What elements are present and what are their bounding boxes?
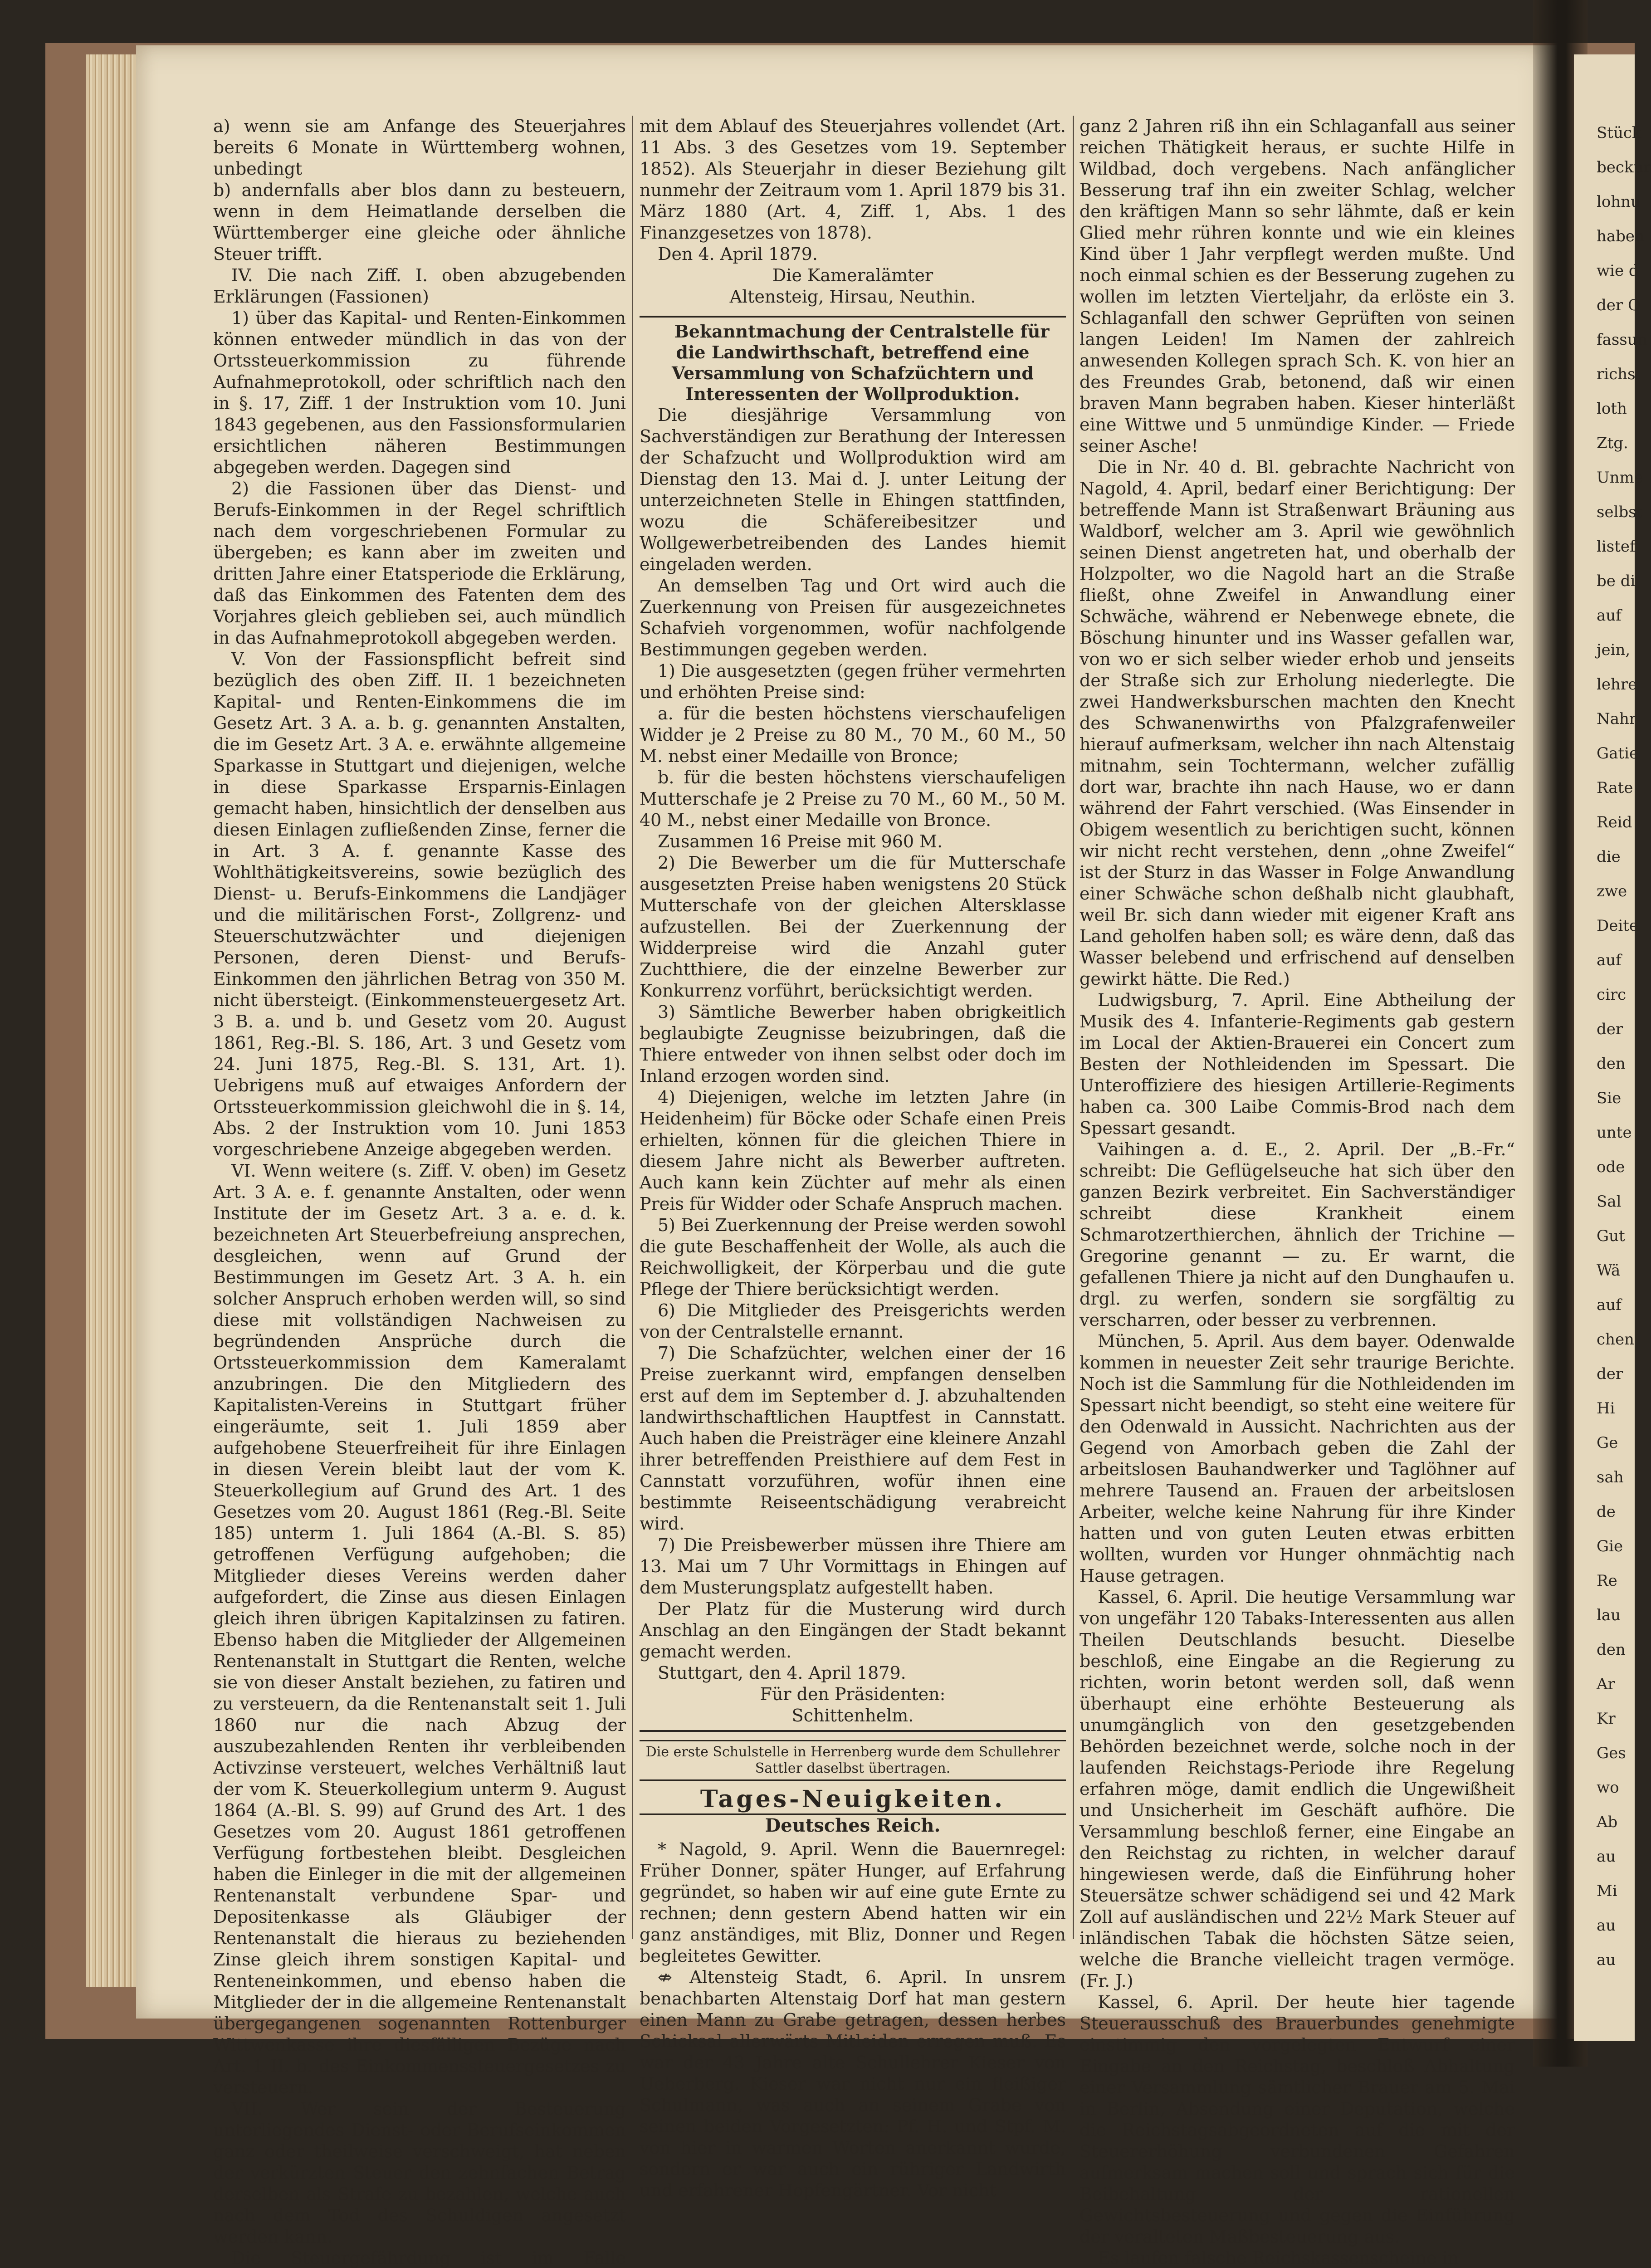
facing-page-word: Gatie: [1597, 744, 1639, 763]
facing-page-word: loth: [1597, 400, 1627, 418]
facing-page-word: Ge: [1597, 1434, 1618, 1452]
facing-page-word: Sie: [1597, 1089, 1622, 1107]
paragraph: 2) Die Bewerber um die für Mutterschafe ausgesetzten Preise haben wenigstens 20 Stück Mutterschafe von der gleichen Altersklasse aufzustellen. Bei der Zuerkennung der Widderpreise wird die Anzahl guter Zuchtthiere, die der einzelne Bewerber zur Konkurrenz vorführt, berücksichtigt werden.: [640, 853, 1066, 1001]
facing-page-word: be di: [1597, 572, 1636, 590]
facing-page-word: ode: [1597, 1158, 1625, 1176]
facing-page-word: haben: [1597, 227, 1645, 245]
facing-page-word: Gut: [1597, 1227, 1625, 1245]
facing-page-word: auf: [1597, 951, 1622, 969]
paragraph: IV. Die nach Ziff. I. oben abzugebenden Erklärungen (Fassionen): [213, 265, 626, 307]
facing-page-word: den: [1597, 1055, 1626, 1073]
paragraph: 7) Die Preisbewerber müssen ihre Thiere am 13. Mai um 7 Uhr Vormittags in Ehingen auf dem Musterungsplatz aufgestellt haben.: [640, 1535, 1066, 1598]
facing-page-word: wo: [1597, 1779, 1619, 1797]
facing-page-word: die: [1597, 848, 1621, 866]
facing-page-word: Nahr: [1597, 710, 1637, 728]
paragraph: ⇎ Altensteig Stadt, 6. April. In unsrem benachbarten Altenstaig Dorf hat man gestern einen Mann zu Grabe getragen, dessen herbes Schicksal allerwärts Mitleiden erregen muß. Es war der 43 Jahre alte Schullehrer Kieser von Ueberberg. Kieser war nicht nur ein fleißiger Schulmann, was auch an seinem Grabe von seinen beiden Vorgesetzten: Pf. H. und Stpf. M. von hier in warmen Worten anerkannt wurde, sondern er war auch ein rühriger Landwirth und erfahrener Hopfengärtner. Vor nicht: [640, 1967, 1066, 2200]
paragraph: 4) Diejenigen, welche im letzten Jahre (in Heidenheim) für Böcke oder Schafe einen Preis erhielten, können für die gleichen Thiere in diesem Jahre nicht als Bewerber auftreten. Auch kann kein Züchter auf mehr als einen Preis für Widder oder Schafe Anspruch machen.: [640, 1087, 1066, 1214]
section-subheadline: Deutsches Reich.: [765, 1815, 941, 1836]
facing-page-word: Mi: [1597, 1882, 1617, 1900]
facing-page-word: sah: [1597, 1468, 1624, 1486]
facing-page-word: Sal: [1597, 1193, 1622, 1211]
facing-page-word: au: [1597, 1916, 1616, 1935]
paragraph: 7) Die Schafzüchter, welchen einer der 16 Preise zuerkannt wird, empfangen denselben erst auf dem im September d. J. abzuhaltenden landwirthschaftlichen Hauptfest in Cannstatt. Auch haben die Preisträger eine kleinere Anzahl ihrer betreffenden Preisthiere auf dem Fest in Cannstatt vorzuführen, wofür ihnen eine bestimmte Reiseentschädigung verabreicht wird.: [640, 1343, 1066, 1534]
facing-page-word: chen: [1597, 1330, 1634, 1349]
paragraph: ganz 2 Jahren riß ihn ein Schlaganfall aus seiner reichen Thätigkeit heraus, er suchte Hilfe in Wildbad, doch vergebens. Nach anfänglicher Besserung traf ihn ein zweiter Schlag, welcher den kräftigen Mann so sehr lähmte, daß er kein Glied mehr rühren konnte und wie ein kleines Kind über 1 Jahr verpflegt werden mußte. Und noch einmal schien es der Besserung zugehen zu wollen im letzten Vierteljahr, da erlöste ein 3. Schlaganfall den schwer Geprüften von seinen langen Leiden! Im Namen der zahlreich anwesenden Kollegen sprach Sch. K. von hier an des Freundes Grab, betonend, daß wir einen braven Mann begraben haben. Kieser hinterläßt eine Wittwe und 5 unmündige Kinder. — Friede seiner Asche!: [1080, 116, 1515, 456]
facing-page-word: Re: [1597, 1572, 1617, 1590]
date-line: Stuttgart, den 4. April 1879.: [658, 1663, 906, 1683]
facing-page-word: auf: [1597, 606, 1622, 625]
facing-page-word: lehre: [1597, 675, 1637, 694]
facing-page-word: Wä: [1597, 1261, 1621, 1280]
paragraph: VI. Wenn weitere (s. Ziff. V. oben) im Gesetz Art. 3 A. e. f. genannte Anstalten, oder wenn Institute der im Gesetz Art. 3 a. e. d. k. bezeichneten Art Steuerbefreiung ansprechen, desgleichen, wenn auf Grund der Bestimmungen im Gesetz Art. 3 A. h. ein solcher Anspruch erhoben werden will, so sind diese mit vollständigen Nachweisen zu begründenden Ansprüche durch die Ortssteuerkommission dem Kameralamt anzubringen. Die den Mitgliedern des Kapitalisten-Vereins in Stuttgart früher eingeräumte, seit 1. Juli 1859 aber aufgehobene Steuerfreiheit für ihre Einlagen in diesen Verein bleibt laut der vom K. Steuerkollegium auf Grund des Art. 1 des Gesetzes vom 20. August 1861 (Reg.-Bl. Seite 185) unterm 1. Juli 1864 (A.-Bl. S. 85) getroffenen Verfügung aufgehoben; die Mitglieder dieses Vereins werden daher aufgefordert, die Zinse aus diesen Einlagen gleich ihren übrigen Kapitalzinsen zu fatiren. Ebenso haben die Mitglieder der Allgemeinen Rentenanstalt in Stuttgart die Renten, welche sie von dieser Anstalt beziehen, zu fatiren und zu versteuern, da die Rentenanstalt seit 1. Juli 1860 nur die nach Abzug der auszubezahlenden Renten ihr verbleibenden Activzinse versteuert, welches Verhältniß laut der vom K. Steuerkollegium unterm 9. August 1864 (A.-Bl. S. 99) auf Grund des Art. 1 des Gesetzes vom 20. August 1861 getroffenen Verfügung fortbestehen bleibt. Desgleichen haben die Einleger in die mit der allgemeinen Rentenanstalt verbundene Spar- und Depositenkasse als Gläubiger der Rentenanstalt die hieraus zu beziehenden Zinse gleich ihrem sonstigen Kapital- und Renteneinkommen, und ebenso haben die Mitglieder der in die allgemeine Rentenanstalt übergegangenen sogenannten Rottenburger Wittwenkasse ihre diesfälligen Bezüge nach Art. 1 II. b. des Einkommenssteuergesetzes zu versteuern.: [213, 1161, 626, 2097]
facing-page-word: lohnu: [1597, 193, 1641, 211]
paragraph: V. Von der Fassionspflicht befreit sind bezüglich des oben Ziff. II. 1 bezeichneten Kapital- und Renten-Einkommens die im Gesetz Art. 3 A. a. b. g. genannten Anstalten, die im Gesetz Art. 3 A. e. erwähnte allgemeine Sparkasse in Stuttgart und diejenigen, welche in diese Sparkasse Ersparnis-Einlagen gemacht haben, hinsichtlich der denselben aus diesen Einlagen zufließenden Zinse, ferner die in Art. 3 A. f. genannte Kasse des Wohlthätigkeitsvereins, sowie bezüglich des Dienst- u. Berufs-Einkommens die Landjäger und die militärischen Forst-, Zollgrenz- und Steuerschutzwächter und diejenigen Personen, deren Dienst- und Berufs-Einkommen den jährlichen Betrag von 350 M. nicht übersteigt. (Einkommensteuergesetz Art. 3 B. a. und b. und Gesetz vom 20. August 1861, Reg.-Bl. S. 186, Art. 3 und Gesetz vom 24. Juni 1875, Reg.-Bl. S. 131, Art. 1). Uebrigens muß auf etwaiges Anfordern der Ortssteuerkommission gleichwohl die in §. 14, Abs. 2 der Instruktion vom 10. Juni 1853 vorgeschriebene Anzeige abgegeben werden.: [213, 649, 626, 1159]
signer: Schittenhelm.: [791, 1706, 914, 1725]
column-middle: [640, 116, 1066, 2200]
facing-page-word: den: [1597, 1641, 1626, 1659]
signature-places: Altensteig, Hirsau, Neuthin.: [729, 287, 976, 307]
paragraph: Kassel, 6. April. Die heutige Versammlung war von ungefähr 120 Tabaks-Interessenten aus allen Theilen Deutschlands besucht. Dieselbe beschloß, eine Eingabe an die Regierung zu richten, worin betont werden soll, daß wenn überhaupt eine erhöhte Besteuerung als unumgänglich von den gesetzgebenden Behörden bezeichnet werde, solche noch in der laufenden Reichstags-Periode ihre Regelung erfahren möge, damit endlich die Ungewißheit und Unsicherheit im Geschäft aufhöre. Die Versammlung beschloß ferner, eine Eingabe an den Reichstag zu richten, in welcher darauf hingewiesen werde, daß die Einführung hoher Steuersätze schwer schädigend sei und 42 Mark Zoll auf ausländischen und 22½ Mark Steuer auf inländischen Tabak die höchsten Sätze seien, welche die Branche vielleicht tragen vermöge. (Fr. J.): [1080, 1587, 1515, 1991]
facing-page-word: listef: [1597, 538, 1636, 556]
facing-page-word: unte: [1597, 1124, 1632, 1142]
facing-page-word: selbst: [1597, 503, 1643, 521]
facing-page-word: der: [1597, 1365, 1623, 1383]
paragraph: b. für die besten höchstens vierschaufeligen Mutterschafe je 2 Preise zu 70 M., 60 M., 50 M. 40 M., nebst einer Medaille von Bronce.: [640, 767, 1066, 830]
paragraph: 6) Die Mitglieder des Preisgerichts werden von der Centralstelle ernannt.: [640, 1300, 1066, 1342]
paragraph: Ludwigsburg, 7. April. Eine Abtheilung der Musik des 4. Infanterie-Regiments gab gestern im Local der Aktien-Brauerei ein Concert zum Besten der Nothleidenden im Spessart. Die Unteroffiziere des hiesigen Artillerie-Regiments haben ca. 300 Laibe Commis-Brod nach dem Spessart gesandt.: [1080, 990, 1515, 1138]
paragraph: 5) Bei Zuerkennung der Preise werden sowohl die gute Beschaffenheit der Wolle, als auch die Reichwolligkeit, der Körperbau und die gute Pflege der Thiere berücksichtigt werden.: [640, 1215, 1066, 1299]
facing-page-word: Hi: [1597, 1399, 1615, 1418]
date-line: Den 4. April 1879.: [658, 244, 818, 264]
paragraph: Vaihingen a. d. E., 2. April. Der „B.-Fr.“ schreibt: Die Geflügelseuche hat sich über den ganzen Bezirk verbreitet. Ein Sachverständiger schreibt diese Krankheit einem Schmarotzerthierchen, ähnlich der Trichine — Gregorine genannt — zu. Er warnt, die gefallenen Thiere ja nicht auf den Dunghaufen u. drgl. zu werfen, sondern sie sorgfältig zu verscharren, oder besser zu verbrennen.: [1080, 1139, 1515, 1330]
signature-title: Die Kameralämter: [772, 265, 933, 285]
paragraph: mit dem Ablauf des Steuerjahres vollendet (Art. 11 Abs. 3 des Gesetzes vom 19. September 1852). Als Steuerjahr in dieser Beziehung gilt nunmehr der Zeitraum vom 1. April 1879 bis 31. März 1880 (Art. 4, Ziff. 1, Abs. 1 des Finanzgesetzes von 1878).: [640, 116, 1066, 243]
facing-page-word: circ: [1597, 986, 1627, 1004]
column-rule: [632, 116, 633, 1939]
paragraph: 2) die Fassionen über das Dienst- und Berufs-Einkommen in der Regel schriftlich nach dem vorgeschriebenen Formular zu übergeben; es kann aber im zweiten und dritten Jahre einer Etatsperiode die Erklärung, daß das Einkommen des Fatenten dem des Vorjahres gleich geblieben sei, auch mündlich in das Aufnahmeprotokoll abgegeben werden.: [213, 479, 626, 648]
paragraph: 1) über das Kapital- und Renten-Einkommen können entweder mündlich in das von der Ortssteuerkommission zu führende Aufnahmeprotokoll, oder schriftlich nach den in §. 17, Ziff. 1 der Instruktion vom 10. Juni 1843 gegebenen, aus den Fassionsformularien ersichtlichen näheren Bestimmungen abgegeben werden. Dagegen sind: [213, 308, 626, 477]
facing-page-word: beckur: [1597, 158, 1651, 176]
facing-page-word: au: [1597, 1848, 1616, 1866]
facing-page-word: zwe: [1597, 882, 1627, 900]
small-notice: Die erste Schulstelle in Herrenberg wurde dem Schullehrer Sattler daselbst übertragen.: [640, 1740, 1066, 1781]
facing-page-word: der O: [1597, 296, 1641, 314]
facing-page-word: Unme: [1597, 469, 1643, 487]
notice-title: Bekanntmachung der Centralstelle für die Landwirthschaft, betreffend eine Versammlung von Schafzüchtern und Interessenten der Wollproduktion.: [672, 321, 1050, 404]
page-edges: [86, 54, 141, 1987]
facing-page-word: Reid: [1597, 813, 1632, 831]
column-rule: [1073, 116, 1074, 1939]
paragraph: 1) Die ausgesetzten (gegen früher vermehrten und erhöhten Preise sind:: [640, 661, 1066, 702]
paragraph: Es laufen falsche Reichskassenscheine in: [1098, 2248, 1459, 2268]
facing-page-word: Ges: [1597, 1744, 1626, 1762]
paragraph: München, 5. April. Aus dem bayer. Odenwalde kommen in neuester Zeit sehr traurige Berichte. Noch ist die Sammlung für die Nothleidenden im Spessart nicht beendigt, so steht eine weitere für den Odenwald in Aussicht. Nachrichten aus der Gegend von Amorbach geben die Zahl der arbeitslosen Bauhandwerker und Taglöhner auf mehrere Tausend an. Frauen der arbeitslosen Arbeiter, welche keine Nahrung für ihre Kinder hatten und von guten Leuten etwas erbitten wollten, wurden vor Hunger ohnmächtig nach Hause getragen.: [1080, 1331, 1515, 1586]
paragraph: Zusammen 16 Preise mit 960 M.: [658, 831, 943, 851]
facing-page-word: Ar: [1597, 1675, 1615, 1693]
facing-page-word: Deite: [1597, 917, 1639, 935]
paragraph: Kassel, 6. April. Der heute hier tagende Steuerausschuß des Brauerbundes genehmigte einstimmig den vorgelegten Entwurf einer Eingabe an den Reichstag, beschloß Abhaltung einer Versammlung sämtlicher Brauer am 5. Mai in Berlin, Absendung einer Deputation, welche die Reichstagsabgeordneten auf die mit der Steuererhöhung verbundenen Gefahren aufmerksam machen soll und sprach sich für die Beibehaltung der rationellen Gewichtsbesteuerung und gegen die Einführung der veralteten Maßbesteuerung aus.: [1080, 1992, 1515, 2247]
paragraph: a) wenn sie am Anfange des Steuerjahres bereits 6 Monate in Württemberg wohnen, unbedingt: [213, 116, 626, 179]
facing-page-word: Gie: [1597, 1537, 1623, 1555]
facing-page-word: Ztg.: [1597, 434, 1628, 452]
facing-page-word: au: [1597, 1951, 1616, 1969]
facing-page-word: Kr: [1597, 1710, 1616, 1728]
facing-page-word: der: [1597, 1020, 1623, 1038]
facing-page-word: Rate: [1597, 779, 1633, 797]
facing-page-word: Ab: [1597, 1813, 1618, 1831]
notice-box: [640, 316, 1066, 1732]
facing-page-word: Stück: [1597, 124, 1641, 142]
facing-page-word: de: [1597, 1503, 1616, 1521]
facing-page-word: auf: [1597, 1296, 1622, 1314]
paragraph: Die in Nr. 40 d. Bl. gebrachte Nachricht von Nagold, 4. April, bedarf einer Berichtigung: Der betreffende Mann ist Straßenwart Bräuning aus Waldborf, welcher am 3. April wie gewöhnlich seinen Dienst angetreten hat, und oberhalb der Holzpolter, wo die Nagold hart an die Straße fließt, ohne Zweifel in Anwandlung einer Schwäche, während er Nebenwege ebnete, die Böschung hinunter und ins Wasser gefallen war, von wo er sich selber wieder erhob und jenseits der Straße sich zur Erholung niederlegte. Die zwei Handwerksburschen machten den Knecht des Schwanenwirths von Pfalzgrafenweiler hierauf aufmerksam, welcher ihn nach Altenstaig mitnahm, sein Tochtermann, welcher zufällig dort war, brachte ihn nach Hause, wo er dann während der Fahrt verschied. (Was Einsender in Obigem wesentlich zu berichtigen sucht, können wir nicht recht verstehen, denn „ohne Zweifel“ ist der Sturz in das Wasser in Folge Anwandlung einer Schwäche schon deßhalb nicht glaubhaft, weil Br. sich dann wieder mit eigener Kraft ans Land geholfen haben soll; es wäre denn, daß das Wasser belebend und erfrischend auf denselben gewirkt hätte. Die Red.): [1080, 457, 1515, 989]
facing-page-word: wie d: [1597, 262, 1639, 280]
facing-page-word: richs: [1597, 365, 1636, 383]
facing-page-word: fassun: [1597, 331, 1647, 349]
facing-page-word: lau: [1597, 1606, 1621, 1624]
column-right: [1080, 116, 1515, 2268]
paragraph: An demselben Tag und Ort wird auch die Zuerkennung von Preisen für ausgezeichnetes Schafvieh vorgenommen, wofür nachfolgende Bestimmungen gegeben werden.: [640, 576, 1066, 660]
section-headline: Tages-Neuigkeiten.: [640, 1785, 1066, 1815]
paragraph: VII. Wer sein der Besteuerung unterliegendes Dienst- oder Berufseinkommen ganz oder theilweise verschweigt, hat neben der verkürzten Steuer den zehnfachen Betrag derselben als Strafe zu bezahlen, welche auch nach dem Tod des Schuldigen angesetzt werden kann.: [213, 2099, 626, 2247]
paragraph: 3) Sämtliche Bewerber haben obrigkeitlich beglaubigte Zeugnisse beizubringen, daß die Thiere entweder von ihnen selbst oder doch im Inland erzogen worden sind.: [640, 1002, 1066, 1086]
paragraph: Die diesjährige Versammlung von Sachverständigen zur Berathung der Interessen der Schafzucht und Wollproduktion wird am Dienstag den 13. Mai d. J. unter Leitung der unterzeichneten Stelle in Ehingen stattfinden, wozu die Schäfereibesitzer und Wollgewerbetreibenden des Landes hiemit eingeladen werden.: [640, 405, 1066, 574]
paragraph: Die Steuergefährdung ist im Falle: [231, 2248, 626, 2268]
signoff: Für den Präsidenten:: [760, 1684, 946, 1704]
paragraph: * Nagold, 9. April. Wenn die Bauernregel: Früher Donner, später Hunger, auf Erfahrung gegründet, so haben wir auf eine gute Ernte zu rechnen; denn gestern Abend hatten wir ein ganz anständiges, mit Bliz, Donner und Regen begleitetes Gewitter.: [640, 1839, 1066, 1966]
facing-page-word: jein,: [1597, 641, 1631, 659]
column-left: [213, 116, 626, 2268]
paragraph: b) andernfalls aber blos dann zu besteuern, wenn in dem Heimatlande derselben die Württemberger eine gleiche oder ähnliche Steuer trifft.: [213, 180, 626, 264]
paragraph: Der Platz für die Musterung wird durch Anschlag an den Eingängen der Stadt bekannt gemacht werden.: [640, 1599, 1066, 1662]
paragraph: a. für die besten höchstens vierschaufeligen Widder je 2 Preise zu 80 M., 70 M., 60 M., 50 M. nebst einer Medaille von Bronce;: [640, 704, 1066, 766]
